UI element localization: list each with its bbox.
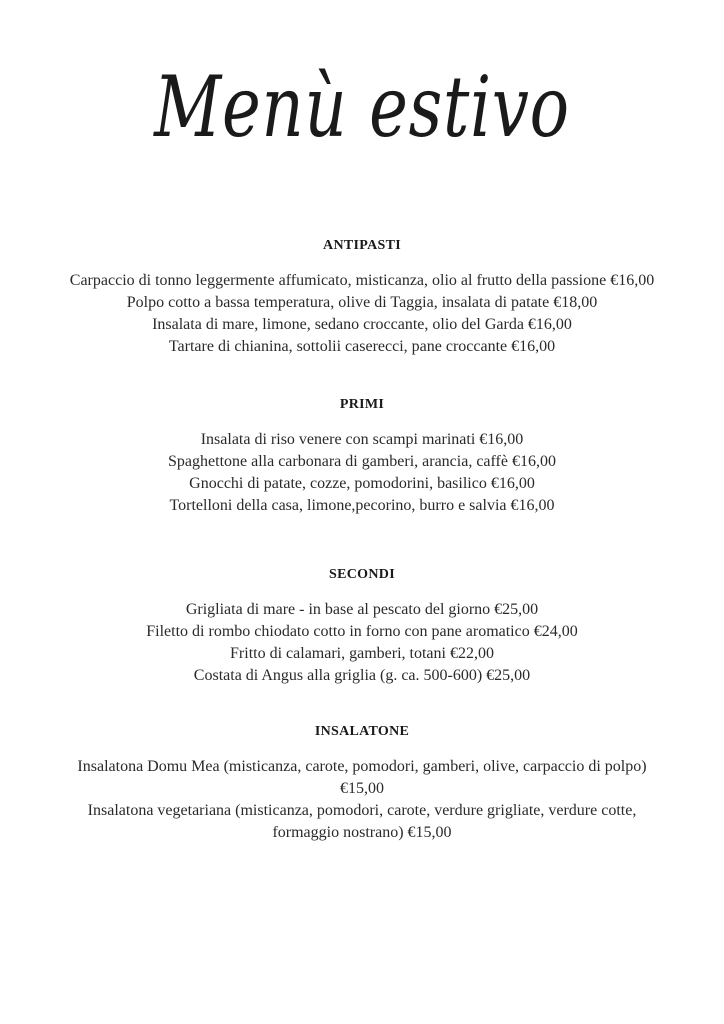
menu-item: Carpaccio di tonno leggermente affumicato, misticanza, olio al frutto della passione €16,00 (69, 272, 655, 289)
section-insalatone (0, 722, 724, 844)
menu-item: Insalata di riso venere con scampi marinati €16,00 (200, 431, 524, 448)
section-heading: INSALATONE (314, 724, 410, 739)
menu-item: Tortelloni della casa, limone,pecorino, burro e salvia €16,00 (169, 497, 555, 514)
menu-item: Grigliata di mare - in base al pescato del giorno €25,00 (185, 601, 539, 618)
section-secondi (0, 565, 724, 687)
menu-item: Insalatona Domu Mea (misticanza, carote, pomodori, gamberi, olive, carpaccio di polpo) €15,00 (77, 758, 647, 797)
section-heading: ANTIPASTI (323, 238, 401, 253)
section-heading: PRIMI (339, 397, 385, 412)
menu-item: Spaghettone alla carbonara di gamberi, arancia, caffè €16,00 (168, 453, 556, 470)
menu-item: Insalatona vegetariana (misticanza, pomodori, carote, verdure grigliate, verdure cotte, formaggio nostrano) €15,00 (87, 802, 637, 841)
menu-item: Tartare di chianina, sottolii caserecci, pane croccante €16,00 (168, 338, 556, 355)
menu-item: Fritto di calamari, gamberi, totani €22,00 (230, 645, 494, 662)
section-heading: SECONDI (329, 567, 395, 582)
section-primi (0, 395, 724, 517)
menu-item: Polpo cotto a bassa temperatura, olive di Taggia, insalata di patate €18,00 (126, 294, 598, 311)
menu-item: Costata di Angus alla griglia (g. ca. 500-600) €25,00 (193, 667, 531, 684)
section-antipasti (0, 236, 724, 358)
menu-title: Menù estivo (154, 58, 570, 156)
menu-item: Filetto di rombo chiodato cotto in forno con pane aromatico €24,00 (146, 623, 578, 640)
menu-item: Insalata di mare, limone, sedano croccante, olio del Garda €16,00 (152, 316, 572, 333)
menu-item: Gnocchi di patate, cozze, pomodorini, basilico €16,00 (189, 475, 535, 492)
